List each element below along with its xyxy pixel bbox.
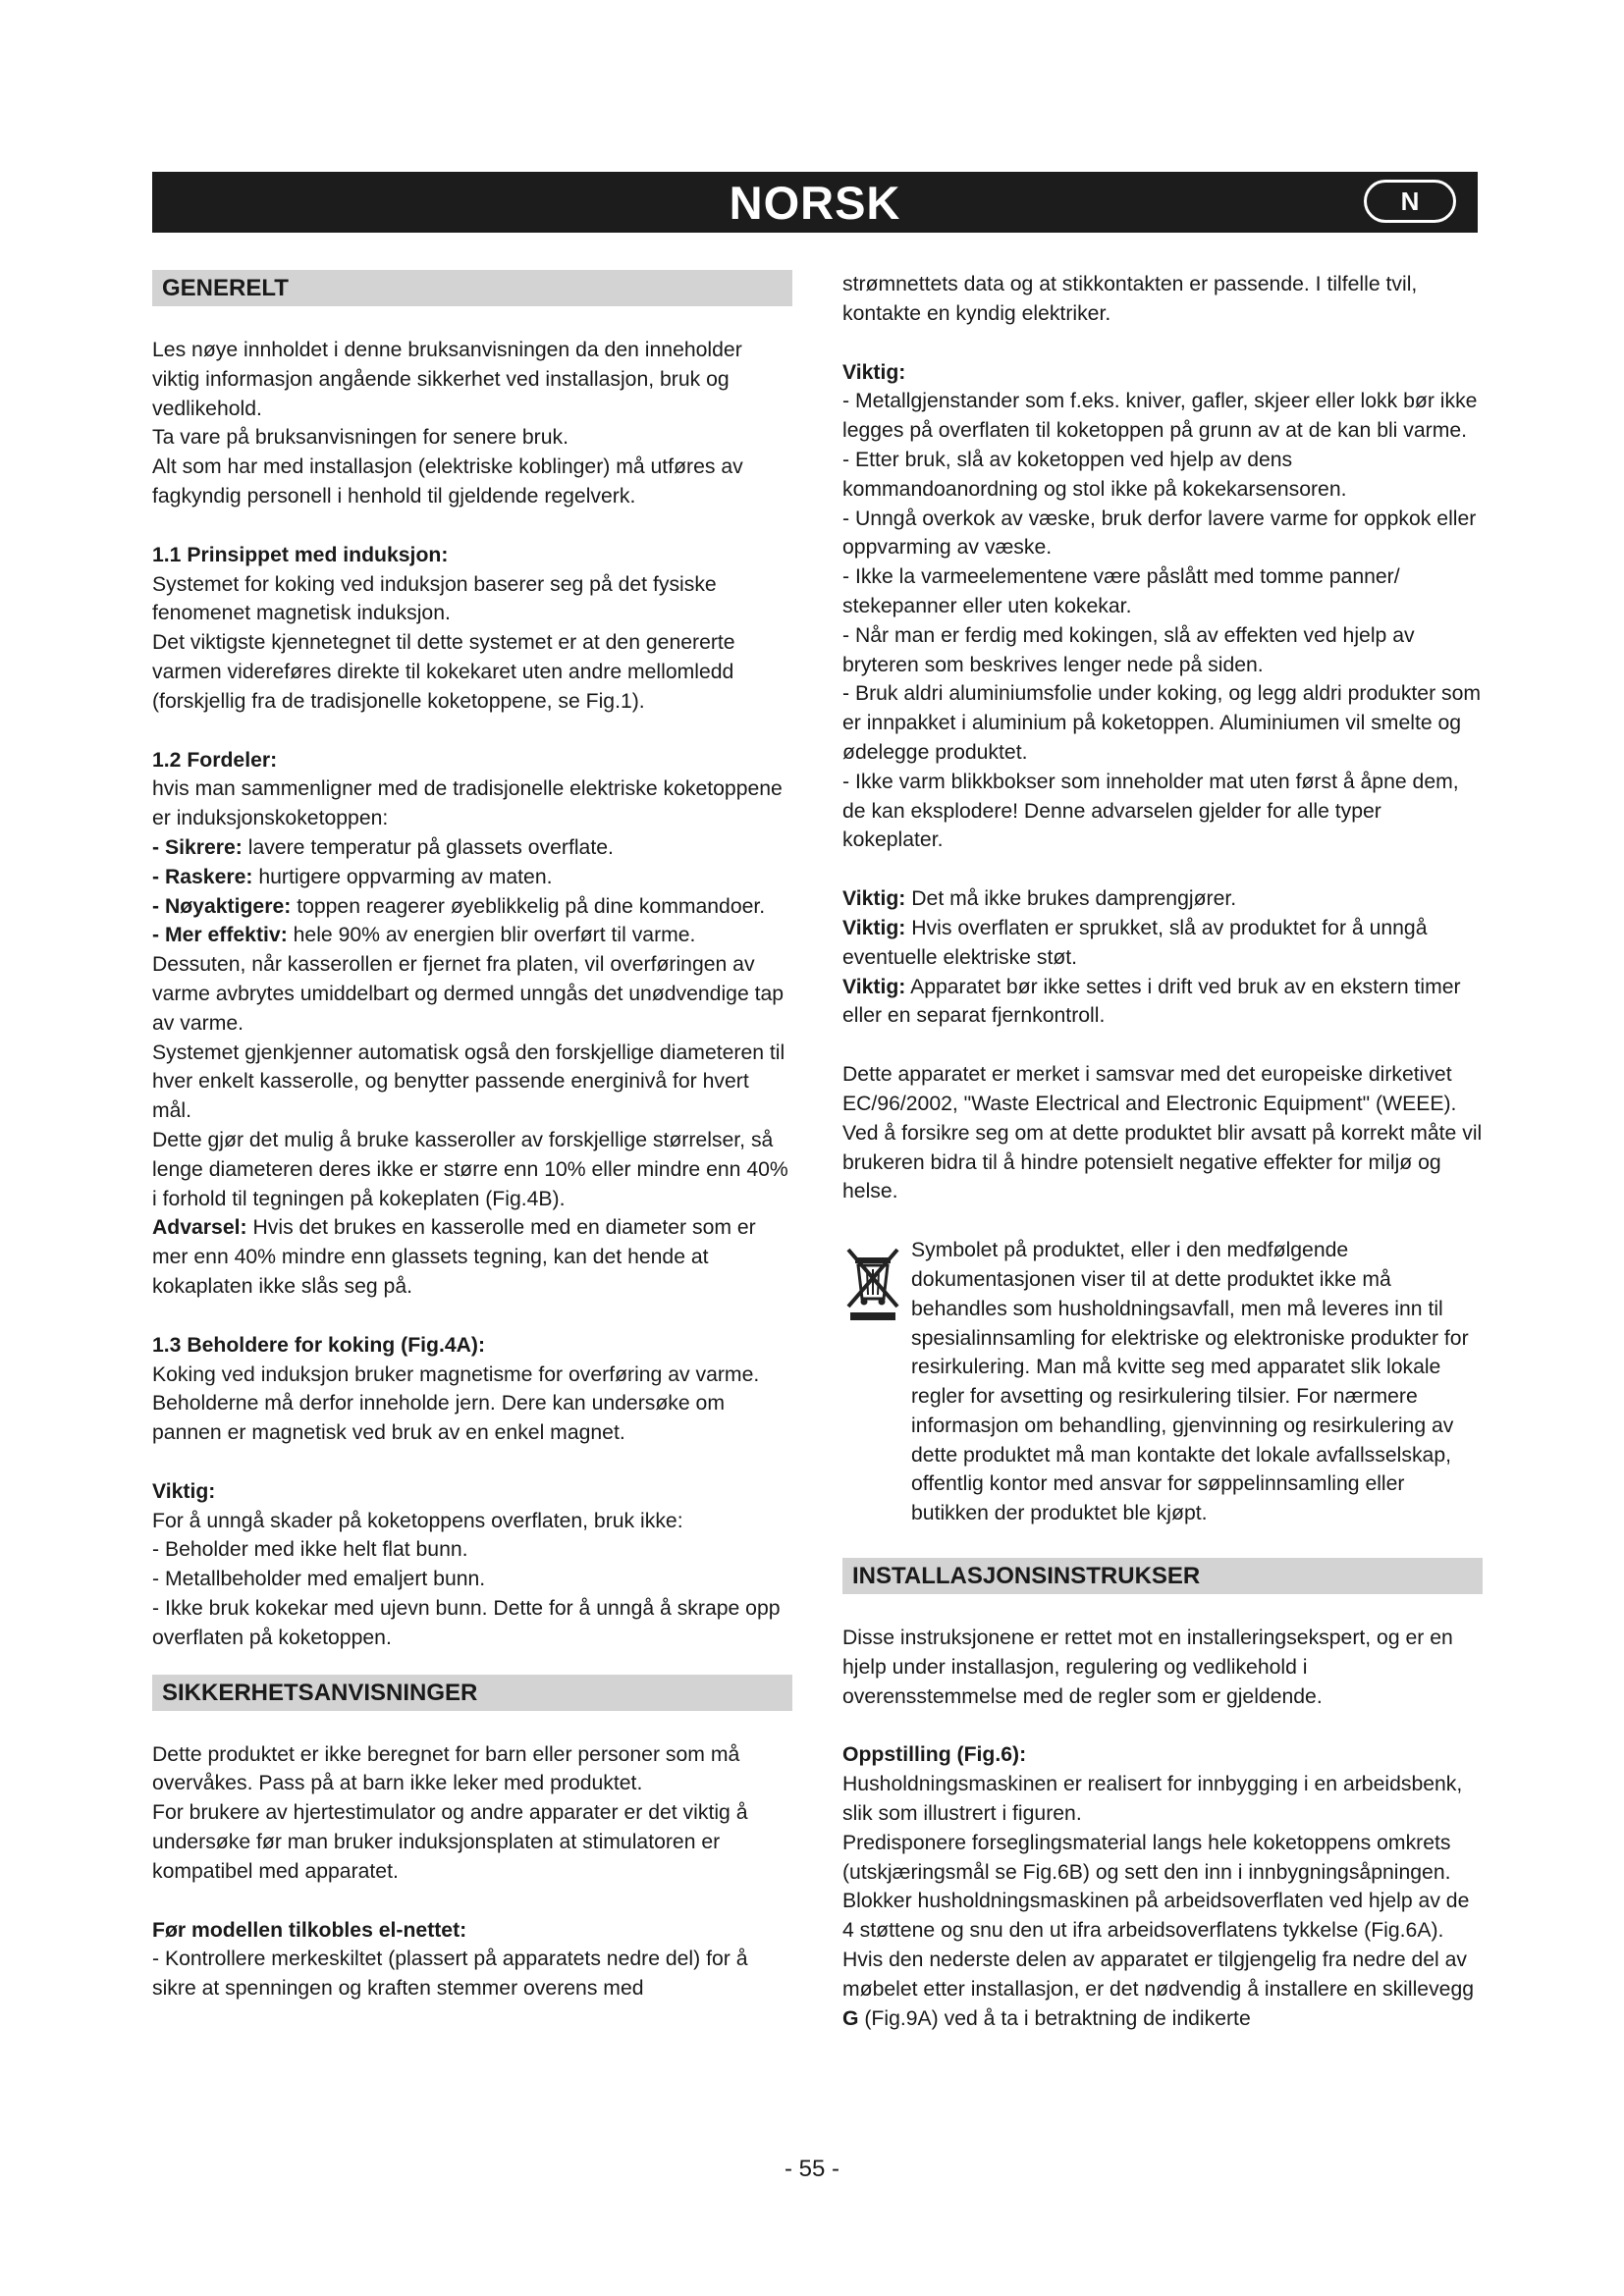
page-number: - 55 - [784,2156,839,2182]
warning-label: Viktig: [842,887,906,911]
right-column [842,270,1483,2033]
bullet-text: hele 90% av energien blir overført til varme. [293,924,696,947]
bullet-text: toppen reagerer øyeblikkelig på dine kommandoer. [297,894,766,918]
warning-1 [842,884,1483,914]
s12-p3: Dette gjør det mulig å bruke kasseroller av forskjellige størrelser, så lenge diameteren deres ikke er større enn 10% eller mindre enn 40% i forhold til tegningen på kokeplaten (Fig.4B). [152,1128,788,1210]
warning-label: Viktig: [842,975,906,998]
bullet-label: - Mer effektiv: [152,924,288,947]
install-p5-a: Hvis den nederste delen av apparatet er tilgjengelig fra nedre del av møbelet etter installasjon, er det nødvendig å installere en skillevegg [842,1949,1475,2001]
right-viktig-item: - Når man er ferdig med kokingen, slå av effekten ved hjelp av bryteren som beskrives lenger nede på siden. [842,623,1415,676]
warning-label: Advarsel: [152,1216,247,1240]
bullet-text: lavere temperatur på glassets overflate. [247,835,614,859]
section-sikkerhet-heading: SIKKERHETSANVISNINGER [152,1675,792,1711]
sikkerhet-p3: - Kontrollere merkeskiltet (plassert på apparatets nedre del) for å sikre at spenningen og kraften stemmer overens med [152,1948,748,2001]
viktig-item: - Beholder med ikke helt flat bunn. [152,1538,468,1562]
install-p3: Predisponere forseglingsmaterial langs hele koketoppens omkrets (utskjæringsmål se Fig.6B) og sett den inn i innbygningsåpningen. [842,1831,1451,1884]
viktig-item: - Metallbeholder med emaljert bunn. [152,1568,486,1591]
s12-intro: hvis man sammenligner med de tradisjonelle elektriske koketoppene er induksjonskoketoppen: [152,777,783,830]
right-viktig-item: - Metallgjenstander som f.eks. kniver, gafler, skjeer eller lokk bør ikke legges på overflaten til koketoppen på grunn av at de kan bli varme. [842,390,1478,443]
sikkerhet-p2: For brukere av hjertestimulator og andre apparater er det viktig å undersøke før man bruker induksjonsplaten at stimulatoren er kompatibel med apparatet. [152,1801,748,1883]
language-badge: N [1364,180,1456,223]
banner-title: NORSK [729,176,901,229]
install-p1: Disse instruksjonene er rettet mot en installeringsekspert, og er en hjelp under installasjon, regulering og vedlikehold i overensstemmelse med de regler som er gjeldende. [842,1627,1453,1708]
s11-title: 1.1 Prinsippet med induksjon: [152,543,449,566]
right-viktig-item: - Bruk aldri aluminiumsfolie under koking, og legg aldri produkter som er innpakket i aluminium på koketoppen. Aluminiumen vil smelte og ødelegge produktet. [842,682,1482,764]
s12-p2: Systemet gjenkjenner automatisk også den forskjellige diameteren til hver enkelt kasserolle, og benytter passende energinivå for hvert mål. [152,1041,785,1123]
warning-text: Hvis det brukes en kasserolle med en diameter som er mer enn 40% mindre enn glassets tegning, kan det hende at kokaplaten ikke slås seg på. [152,1216,756,1298]
generelt-p1: Les nøye innholdet i denne bruksanvisningen da den inneholder viktig informasjon angående sikkerhet ved installasjon, bruk og vedlikehold. [152,339,742,420]
warning-3 [842,973,1483,1032]
weee-symbol-paragraph [842,1236,1483,1528]
right-viktig-item: - Unngå overkok av væske, bruk derfor lavere varme for oppkok eller oppvarming av væske. [842,507,1477,560]
section-generelt-heading: GENERELT [152,270,792,306]
left-column [152,270,792,2003]
install-p5 [842,1946,1483,2033]
bullet-text: hurtigere oppvarming av maten. [258,865,553,888]
warning-label: Viktig: [842,916,906,939]
sikkerhet-p1: Dette produktet er ikke beregnet for barn eller personer som må overvåkes. Pass på at barn ikke leker med produktet. [152,1742,740,1795]
install-p5-c: (Fig.9A) ved å ta i betraktning de indikerte [864,2006,1251,2030]
bullet-label: - Nøyaktigere: [152,894,292,918]
weee-paragraph: Dette apparatet er merket i samsvar med det europeiske dirketivet EC/96/2002, "Waste Electrical and Electronic Equipment" (WEEE). Ved å forsikre seg om at dette produktet blir avsatt på korrekt måte vil brukeren bidra til å hindre potensielt negative effekter for miljø og helse. [842,1063,1483,1203]
install-sub: Oppstilling (Fig.6): [842,1743,1027,1767]
s12-title: 1.2 Fordeler: [152,748,278,772]
viktig-intro: For å unngå skader på koketoppens overflaten, bruk ikke: [152,1509,683,1532]
install-p4: Blokker husholdningsmaskinen på arbeidsoverflaten ved hjelp av de 4 støttene og snu den ut ifra arbeidsoverflatens tykkelse (Fig.6A). [842,1890,1470,1943]
generelt-p2: Ta vare på bruksanvisningen for senere bruk. [152,426,568,450]
section-install-heading: INSTALLASJONSINSTRUKSER [842,1558,1483,1594]
warning-text: Apparatet bør ikke settes i drift ved bruk av en ekstern timer eller en separat fjernkontroll. [842,975,1461,1028]
right-p0: strømnettets data og at stikkontakten er passende. I tilfelle tvil, kontakte en kyndig elektriker. [842,273,1418,325]
install-p2: Husholdningsmaskinen er realisert for innbygging i en arbeidsbenk, slik som illustrert i figuren. [842,1773,1463,1826]
s12-bullet [152,863,792,892]
s12-warning [152,1213,792,1301]
right-viktig-title: Viktig: [842,360,906,384]
bullet-label: - Sikrere: [152,835,243,859]
s12-bullet [152,892,792,922]
warning-2 [842,914,1483,973]
bullet-label: - Raskere: [152,865,253,888]
s12-p1: Dessuten, når kasserollen er fjernet fra platen, vil overføringen av varme avbrytes umiddelbart og dermed unngås det unødvendige tap av varme. [152,953,785,1035]
weee-bin-icon [842,1240,903,1322]
s11-p1: Systemet for koking ved induksjon baserer seg på det fysiske fenomenet magnetisk induksjon. [152,572,717,625]
symbol-paragraph: Symbolet på produktet, eller i den medfølgende dokumentasjonen viser til at dette produktet ikke må behandles som husholdningsavfall, men må leveres inn til spesialinnsamling for elektriske og elektroniske produkter for resirkulering. Man må kvitte seg med apparatet slik lokale regler for avsetting og resirkulering tilsier. For nærmere informasjon om behandling, gjenvinning og resirkulering av dette produktet må man kontakte det lokale avfallsselskap, offentlig kontor med ansvar for søppelinnsamling eller butikken der produktet ble kjøpt. [911,1239,1469,1525]
s13-p1: Koking ved induksjon bruker magnetisme for overføring av varme. Beholderne må derfor inneholde jern. Dere kan undersøke om pannen er magnetisk ved bruk av en enkel magnet. [152,1362,760,1445]
s12-bullet [152,833,792,863]
s12-bullet [152,921,792,950]
right-viktig-item: - Ikke varm blikkbokser som inneholder mat uten først å åpne dem, de kan eksplodere! Denne advarselen gjelder for alle typer kokeplater. [842,770,1459,852]
warning-text: Hvis overflaten er sprukket, slå av produktet for å unngå eventuelle elektriske støt. [842,916,1428,969]
warning-text: Det må ikke brukes damprengjører. [911,887,1237,911]
s13-title: 1.3 Beholdere for koking (Fig.4A): [152,1333,486,1357]
language-banner [152,172,1478,233]
s11-p2: Det viktigste kjennetegnet til dette systemet er at den genererte varmen videreføres direkte til kokekaret uten andre mellomledd (forskjellig fra de tradisjonelle koketoppene, se Fig.1). [152,631,735,713]
viktig-title: Viktig: [152,1479,216,1503]
viktig-item: - Ikke bruk kokekar med ujevn bunn. Dette for å unngå å skrape opp overflaten på koketoppen. [152,1597,781,1649]
sikkerhet-sub: Før modellen tilkobles el-nettet: [152,1918,467,1942]
install-p5-b: G [842,2006,859,2030]
right-viktig-item: - Etter bruk, slå av koketoppen ved hjelp av dens kommandoanordning og stol ikke på kokekarsensoren. [842,448,1347,501]
right-viktig-item: - Ikke la varmeelementene være påslått med tomme panner/ stekepanner eller uten kokekar. [842,565,1400,617]
generelt-p3: Alt som har med installasjon (elektriske koblinger) må utføres av fagkyndig personell i henhold til gjeldende regelverk. [152,455,743,507]
